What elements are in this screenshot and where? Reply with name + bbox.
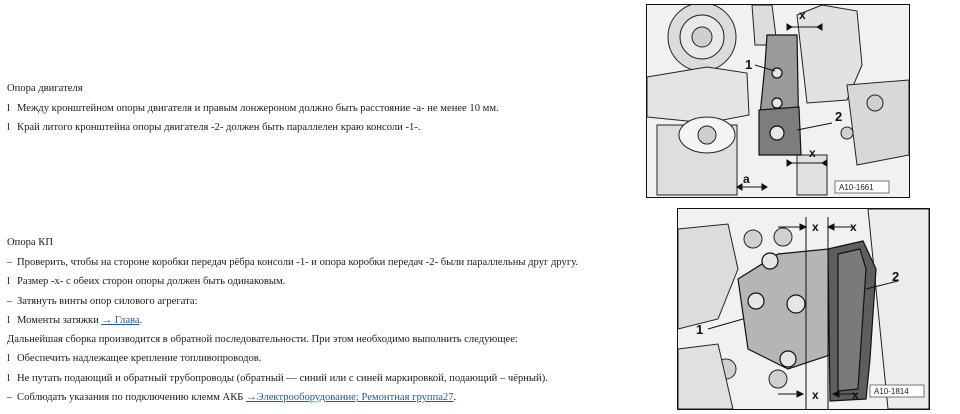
fig2-label-2: 2	[892, 269, 900, 284]
gearbox-line-3: – Затянуть винты опор силового агрегата:	[7, 295, 198, 307]
fig1-dim-a: a	[743, 172, 750, 186]
gearbox-line-7: l Не путать подающий и обратный трубопроводы (обратный — синий или с синей маркировкой, подающий – чёрный).	[7, 372, 548, 384]
engine-mount-line-2: l Край литого кронштейна опоры двигателя -2- должен быть параллелен краю консоли -1-.	[7, 122, 421, 134]
fig2-code: A10-1814	[874, 387, 909, 396]
gearbox-mount-section	[7, 236, 578, 410]
gearbox-mount-figure	[677, 208, 930, 410]
fig1-label-1: 1	[745, 57, 753, 72]
engine-mount-line-1: l Между кронштейном опоры двигателя и правым лонжероном должно быть расстояние -a- не менее 10 мм.	[7, 103, 499, 114]
gearbox-line-8: – Соблюдать указания по подключению клемм АКБ →Электрооборудование; Ремонтная группа27.	[7, 392, 457, 404]
engine-mount-illustration	[647, 5, 909, 197]
gearbox-line-2: l Размер -x- с обеих сторон опоры должен быть одинаковым.	[7, 276, 286, 288]
fig2-label-1: 1	[696, 322, 704, 337]
torque-chapter-link[interactable]: → Глава	[101, 314, 140, 326]
fig2-dim-x-top-right: x	[850, 220, 857, 234]
gearbox-mount-title: Опора КП	[7, 237, 53, 248]
fig1-dim-x-bottom: x	[809, 146, 816, 160]
fig2-dim-x-bottom-right: x	[852, 388, 859, 402]
gearbox-line-5: Дальнейшая сборка производится в обратной последовательности. При этом необходимо выполнить следующее:	[7, 334, 518, 346]
gearbox-line-4: l Моменты затяжки → Глава.	[7, 314, 143, 326]
fig2-dim-x-top-left: x	[812, 220, 819, 234]
engine-mount-title: Опора двигателя	[7, 83, 83, 94]
gearbox-line-1: – Проверить, чтобы на стороне коробки передач рёбра консоли -1- и опора коробки передач -2- были параллельны друг другу.	[7, 257, 579, 268]
gearbox-line-6: l Обеспечить надлежащее крепление топливопроводов.	[7, 353, 262, 365]
engine-mount-figure	[646, 4, 910, 198]
electrical-repair-group-link[interactable]: →Электрооборудование; Ремонтная группа27	[246, 392, 454, 404]
fig1-code: A10-1661	[839, 183, 874, 192]
fig2-dim-x-bottom-left: x	[812, 388, 819, 402]
fig1-label-2: 2	[835, 109, 843, 124]
gearbox-mount-illustration	[678, 209, 929, 409]
engine-mount-section	[7, 82, 499, 141]
fig1-dim-x-top: x	[799, 8, 806, 22]
